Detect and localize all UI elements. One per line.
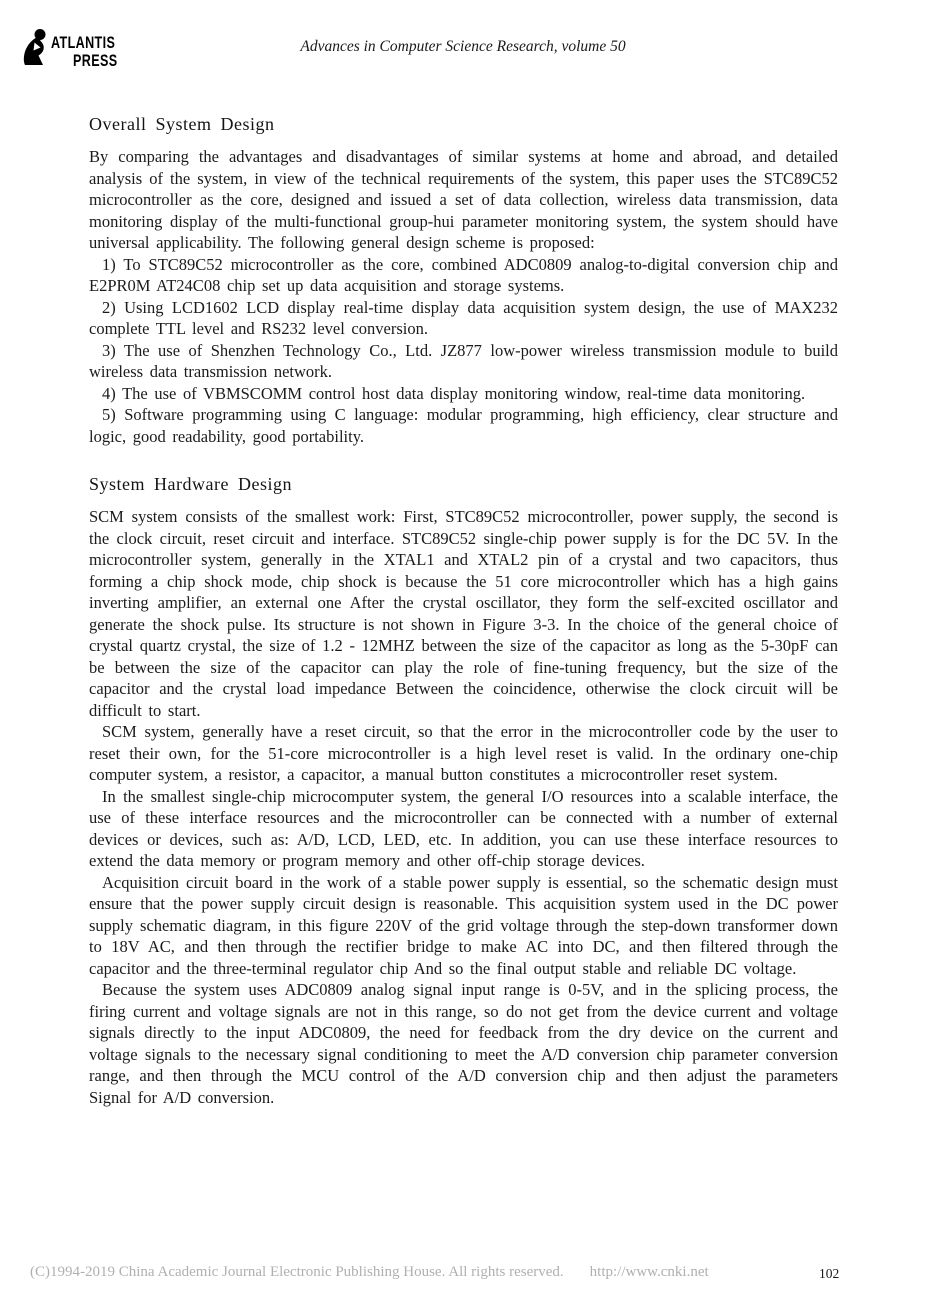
list-item-3: 3) The use of Shenzhen Technology Co., Ltd. JZ877 low-power wireless transmission module to build wireless data transmission network. [89, 340, 838, 381]
copyright-text: (C)1994-2019 China Academic Journal Electronic Publishing House. All rights reserved. [30, 1264, 564, 1280]
list-item-5: 5) Software programming using C language: modular programming, high efficiency, clear structure and logic, good readability, good portability. [89, 405, 838, 446]
paragraph: In the smallest single-chip microcomputer system, the general I/O resources into a scalable interface, the use of these interface resources and the microcontroller can be connected with a number of external devices or devices, such as: A/D, LCD, LED, etc. In addition, you can use these interface resources to extend the data memory or program memory and other off-chip storage devices. [89, 786, 838, 870]
paragraph: Acquisition circuit board in the work of a stable power supply is essential, so the schematic design must ensure that the power supply circuit design is reasonable. This acquisition system used in the DC power supply schematic diagram, in this figure 220V of the grid voltage through the step-down transformer down to 18V AC, and then through the rectifier bridge to make AC into DC, and then filtered through the capacitor and the three-terminal regulator chip And so the final output stable and reliable DC voltage. [89, 872, 838, 978]
section-heading-overall-system-design: Overall System Design [89, 114, 275, 134]
logo-text-line2: PRESS [73, 51, 118, 70]
paragraph: Because the system uses ADC0809 analog signal input range is 0-5V, and in the splicing process, the firing current and voltage signals are not in this range, so do not get from the device current and voltage signals directly to the input ADC0809, the need for feedback from the dry device on the current and voltage signals to the necessary signal conditioning to meet the A/D conversion chip parameter conversion range, and then through the MCU control of the A/D conversion chip and then adjust the parameters Signal for A/D conversion. [89, 980, 838, 1107]
page-number: 102 [819, 1266, 840, 1281]
article-body [89, 113, 838, 1108]
copyright-line [30, 1264, 709, 1281]
journal-header: Advances in Computer Science Research, volume 50 [300, 38, 626, 55]
paragraph: SCM system, generally have a reset circuit, so that the error in the microcontroller code by the user to reset their own, for the 51-core microcontroller is a high level reset is valid. In the ordinary one-chip computer system, a resistor, a capacitor, a manual button constitutes a microcontroller reset system. [89, 722, 838, 784]
paragraph: SCM system consists of the smallest work: First, STC89C52 microcontroller, power supply, the second is the clock circuit, reset circuit and interface. STC89C52 single-chip power supply is for the DC 5V. In the microcontroller system, generally in the XTAL1 and XTAL2 pin of a crystal and two capacitors, thus forming a chip shock mode, chip shock is because the 51 core microcontroller which has a high gains inverting amplifier, an external one After the crystal oscillator, they form the self-excited oscillator and generate the shock pulse. Its structure is not shown in Figure 3-3. In the choice of the general choice of crystal quartz crystal, the size of 1.2 - 12MHZ between the size of the capacitor as long as the 5-30pF can be between the size of the capacitor can play the role of fine-tuning frequency, but the size of the capacitor and the crystal load impedance Between the coincidence, otherwise the clock circuit will be difficult to start. [89, 507, 838, 720]
list-item-1: 1) To STC89C52 microcontroller as the core, combined ADC0809 analog-to-digital conversion chip and E2PR0M AT24C08 chip set up data acquisition and storage systems. [89, 254, 838, 295]
logo-text-line1: ATLANTIS [51, 33, 116, 52]
cnki-url: http://www.cnki.net [589, 1264, 709, 1280]
section-heading-system-hardware-design: System Hardware Design [89, 474, 292, 494]
list-item-4: 4) The use of VBMSCOMM control host data display monitoring window, real-time data monitoring. [102, 383, 806, 403]
paragraph: By comparing the advantages and disadvantages of similar systems at home and abroad, and detailed analysis of the system, in view of the technical requirements of the system, this paper uses the STC89C52 microcontroller as the core, designed and issued a set of data collection, wireless data transmission, data monitoring display of the multi-functional group-hui parameter monitoring system, the system should have universal applicability. The following general design scheme is proposed: [89, 147, 838, 252]
list-item-2: 2) Using LCD1602 LCD display real-time display data acquisition system design, the use of MAX232 complete TTL level and RS232 level conversion. [89, 297, 838, 338]
